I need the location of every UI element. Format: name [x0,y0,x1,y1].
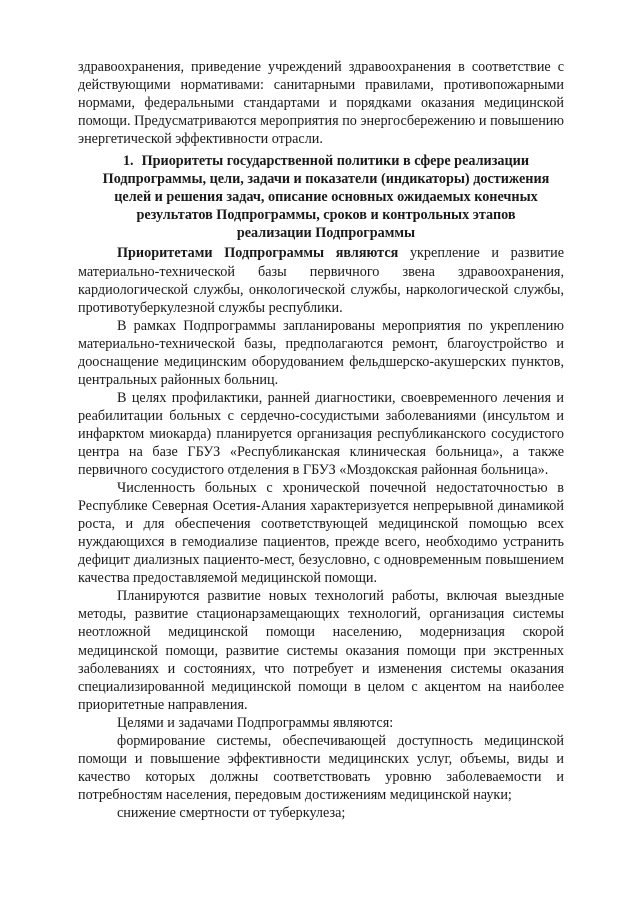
section-heading-text: Приоритеты государственной политики в сфере реализации Подпрограммы, цели, задачи и показатели (индикаторы) достижения целей и решения задач, описание основных ожидаемых конечных результатов Подпрограммы, сроков и контрольных этапов реализации Подпрограммы [102,153,550,242]
priorities-lead: Приоритетами Подпрограммы являются [117,245,399,262]
paragraph-continuation: здравоохранения, приведение учреждений здравоохранения в соответствие с действующими нормативами: санитарными правилами, противопожарными нормами, федеральными стандартами и порядками оказания медицинской помощи. Предусматриваются мероприятия по энергосбережению и повышению энергетической эффективности отрасли. [78,59,564,148]
paragraph-dialysis: Численность больных с хронической почечной недостаточностью в Республике Северная Осетия-Алания характеризуется непрерывной динамикой роста, и для обеспечения соответствующей медицинской помощью всех нуждающихся в гемодиализе пациентов, прежде всего, необходимо устранить дефицит диализных пациенто-мест, безусловно, с одновременным повышением качества предоставляемой медицинской помощи. [78,480,564,587]
section-heading [78,152,564,242]
paragraph-infrastructure: В рамках Подпрограммы запланированы мероприятия по укреплению материально-технической базы, предполагаются ремонт, благоустройство и дооснащение медицинским оборудованием фельдшерско-акушерских пунктов, центральных районных больниц. [78,317,564,388]
priorities-text: укрепление и развитие материально-технической базы первичного звена здравоохранения, кардиологической службы, онкологической службы, наркологической службы, противотуберкулезной службы республики. [78,245,564,316]
paragraph-goal-tuberculosis: снижение смертности от туберкулеза; [117,804,346,821]
document-body [78,58,564,822]
paragraph-goals-intro: Целями и задачами Подпрограммы являются: [117,714,394,731]
paragraph-technologies: Планируются развитие новых технологий работы, включая выездные методы, развитие стационарзамещающих технологий, организация системы неотложной медицинской помощи населению, модернизация скорой медицинской помощи, развитие системы оказания помощи при экстренных заболеваниях и состояниях, что потребует и изменения системы оказания специализированной медицинской помощи в целом с акцентом на наиболее приоритетные направления. [78,588,564,713]
paragraph-goal-system: формирование системы, обеспечивающей доступность медицинской помощи и повышение эффективности медицинских услуг, объемы, виды и качество которых должны соответствовать уровню заболеваемости и потребностям населения, передовым достижениям медицинской науки; [78,732,564,803]
section-number: 1. [122,153,134,170]
paragraph-priorities [78,244,564,316]
paragraph-vascular-center: В целях профилактики, ранней диагностики, своевременного лечения и реабилитации больных с сердечно-сосудистыми заболеваниями (инсультом и инфарктом миокарда) планируется организация республиканского сосудистого центра на базе ГБУЗ «Республиканская клиническая больница», а также первичного сосудистого отделения в ГБУЗ «Моздокская районная больница». [78,389,564,479]
